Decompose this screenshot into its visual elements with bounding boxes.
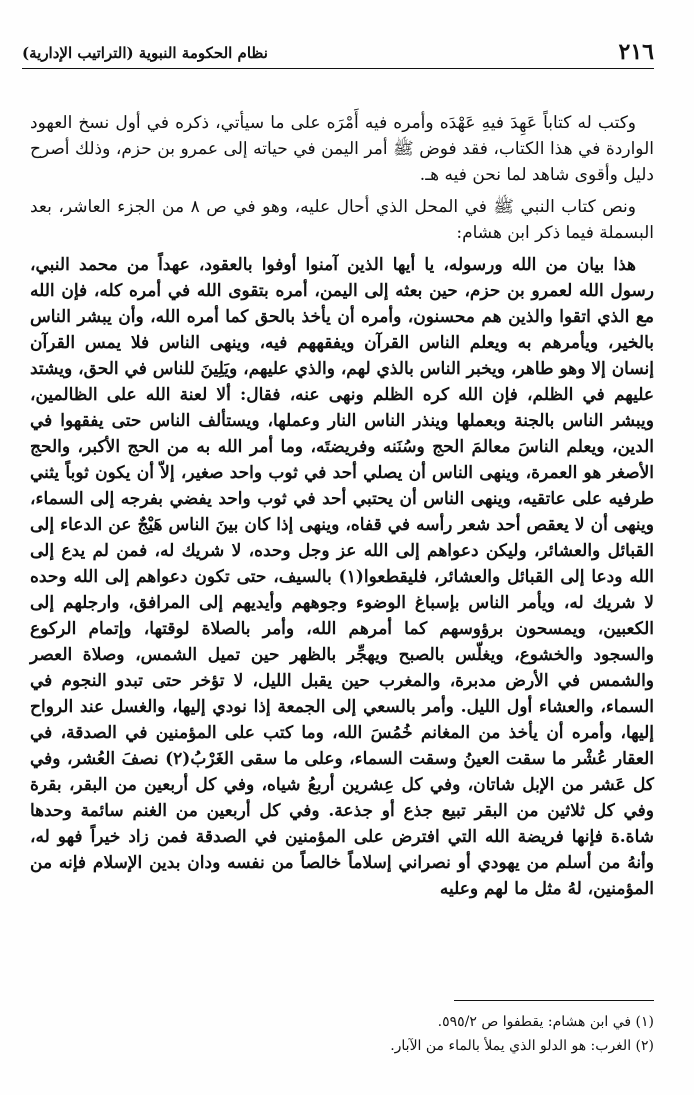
reference-paragraph: ونص كتاب النبي ﷺ في المحل الذي أحال عليه، وهو في ص ٨ من الجزء العاشر، بعد البسملة فيما ذكر ابن هشام: <box>30 197 654 243</box>
letter-text: هذا بيان من الله ورسوله، يا أيها الذين آمنوا أوفوا بالعقود، عهداً من محمد النبي، رسول الله لعمرو بن حزم، حين بعثه إلى اليمن، أمره بتقوى الله في أمره كله، فإن الله مع الذي اتقوا والذين هم محسنون، وأمره أن يأخذ بالحق كما أمره الله، وأن يبشر الناس بالخير، ويأمرهم به ويعلم الناس القرآن ويفقههم فيه، وينهى الناس فلا يمس القرآن إنسان إلا وهو طاهر، ويخبر الناس بالذي لهم، والذي عليهم، ويَلِينَ للناس في الحق، ويشتد عليهم في الظلم، فإن الله كره الظلم ونهى عنه، فقال: ألا لعنة الله على الظالمين، ويبشر الناس بالجنة وبعملها وينذر الناس النار وعملها، ويستألف الناس حتى يفقهوا في الدين، ويعلم الناسَ معالمَ الحج وسُنَنه وفريضتَه، وما أمر الله به من الحج الأكبر، والحج الأصغر هو العمرة، وينهى الناس أن يصلي أحد في ثوب واحد صغير، إلاّ أن يكون ثوباً يثني طرفيه على عاتقيه، وينهى الناس أن يحتبي أحد في ثوب واحد يفضي بفرجه إلى السماء، وينهى أن لا يعقص أحد شعر رأسه في قفاه، وينهى إذا كان بينَ الناس هَيْجٌ عن الدعاء إلى القبائل والعشائر، وليكن دعواهم إلى الله عز وجل وحده، لا شريك له، فمن لم يدع إلى الله ودعا إلى القبائل والعشائر، فليقطعوا(١) بالسيف، حتى تكون دعواهم إلى الله وحده لا شريك له، ويأمر الناس بإسباغ الوضوء وجوههم وأيديهم إلى المرافق، وارجلهم إلى الكعبين، ويمسحون برؤوسهم كما أمرهم الله، وأمر بالصلاة لوقتها، وإتمام الركوع والسجود والخشوع، ويغلّس بالصبح ويهجِّر بالظهر حين تميل الشمس، وصلاة العصر والشمس في الأرض مدبرة، والمغرب حين يقبل الليل، لا تؤخر حتى تبدو النجوم في السماء، والعشاء أول الليل. وأمر بالسعي إلى الجمعة إذا نودي إليها، والغسل عند الرواح إليها، وأمره أن يأخذ من المغانم خُمُسَ الله، وما كتب على المؤمنين في الصدقة، في العقار عُشْر ما سقت العينُ وسقت السماء، وعلى ما سقى الغَرْبُ(٢) نصفَ العُشر، وفي كل عَشر من الإبل شاتان، وفي كل عِشرين أربعُ شياه، وفي كل أربعين من البقر، بقرة وفي كل ثلاثين من البقر تبيع جذع أو جذعة. وفي كل أربعين من الغنم سائمة وحدها شاة.ة فإنها فريضة الله التي افترض على المؤمنين في الصدقة فمن زاد خيراً فهو له، وأنهُ من أسلم من يهودي أو نصراني إسلاماً خالصاً من نفسه ودان بدين الإسلام فإنه من المؤمنين، لهُ مثل ما لهم وعليه <box>30 255 655 899</box>
running-title: نظام الحكومة النبوية (التراتيب الإدارية) <box>22 44 268 62</box>
footnote-1: (١) في ابن هشام: يقطفوا ص ٥٩٥/٢. <box>437 1014 654 1030</box>
intro-paragraph: وكتب له كتاباً عَهِدَ فيهِ عَهْدَه وأمره فيه أَمْرَه على ما سيأتي، ذكره في أول نسخ العهود الواردة في هذا الكتاب، فقد فوض ﷺ أمر اليمن في حياته إلى عمرو بن حزم، وذلك أصرح دليل وأقوى شاهد لما نحن فيه هـ. <box>30 113 654 185</box>
footnote-divider <box>454 1000 654 1001</box>
page-header <box>22 38 654 69</box>
body-text <box>30 110 654 908</box>
footnotes <box>40 1010 654 1058</box>
page-number: ٢١٦ <box>618 39 654 65</box>
footnote-2: (٢) الغرب: هو الدلو الذي يملأ بالماء من الآبار. <box>390 1038 654 1054</box>
